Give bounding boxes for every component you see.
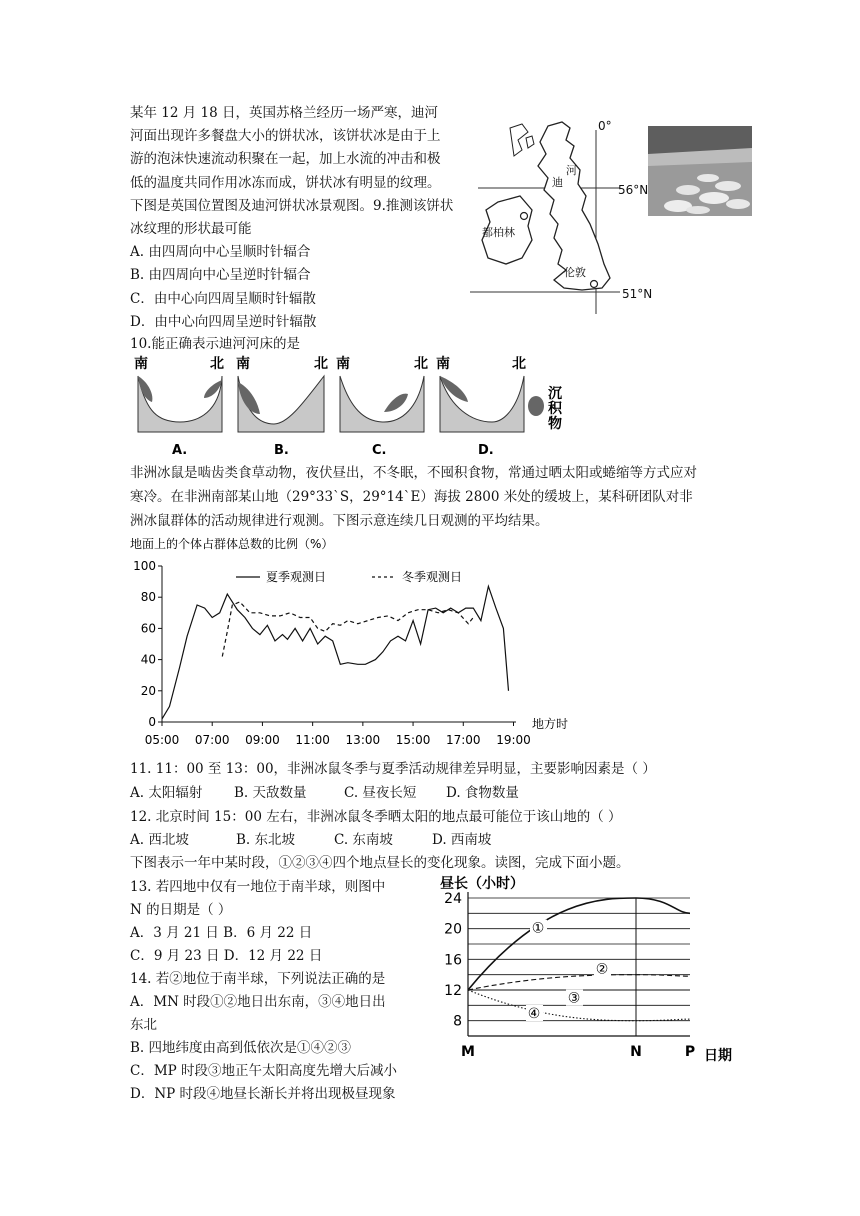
q11-option-a: A. 太阳辐射: [130, 785, 203, 801]
intro2-line: 非洲冰鼠是啮齿类食草动物，夜伏昼出，不冬眠，不囤积食物，常通过晒太阳或蜷缩等方式应对: [130, 465, 697, 481]
q14-option-b: B. 四地纬度由高到低依次是①④②③: [130, 1040, 352, 1056]
curve-label-2: ②: [595, 961, 609, 978]
q9-intro-line: 游的泡沫快速流动积聚在一起，加上水流的冲击和极: [130, 151, 441, 168]
london-label: 伦敦: [564, 266, 586, 279]
chart1-y-tick-label: 40: [140, 652, 156, 667]
south-label: 南: [336, 356, 350, 372]
riverbed-option-d: [436, 355, 526, 458]
chart1-legend: [236, 569, 462, 584]
sediment-legend-label: 沉: [548, 386, 562, 402]
chart1-ylabel: 地面上的个体占群体总数的比例（%）: [130, 537, 334, 551]
riverbed-options: [128, 352, 568, 462]
curve-label-1: ①: [531, 920, 545, 937]
q9-option-b: B. 由四周向中心呈逆时针辐合: [130, 267, 311, 284]
chart1-x-tick-label: 11:00: [295, 733, 330, 747]
q13-stem: N 的日期是（ ）: [130, 902, 232, 918]
q13-options-cd: C．9 月 23 日 D．12 月 22 日: [130, 948, 323, 964]
q9-option-d: D．由中心向四周呈逆时针辐散: [130, 313, 317, 330]
north-label: 北: [414, 356, 428, 372]
river-label: 河: [566, 164, 577, 177]
chart1-y-tick-label: 20: [140, 683, 156, 698]
q11-stem: 11. 11：00 至 13：00，非洲冰鼠冬季与夏季活动规律差异明显，主要影响因素是（ ）: [130, 761, 656, 777]
chart2-y-tick-label: 20: [444, 921, 462, 938]
q9-intro: [130, 102, 460, 334]
curve-label-3: ③: [567, 990, 581, 1007]
q14-option-a: A．MN 时段①②地日出东南，③④地日出: [130, 994, 386, 1010]
chart2-y-tick-label: 12: [444, 983, 462, 999]
chart1-x-tick-label: 13:00: [345, 733, 381, 747]
dublin-dot: [521, 213, 528, 220]
chart1-y-tick-label: 80: [140, 590, 156, 605]
north-label: 北: [512, 356, 526, 372]
sediment-legend-label: 积: [548, 401, 562, 417]
pancake-ice-photo: [648, 126, 752, 216]
q9-intro-line: 低的温度共同作用冰冻而成，饼状冰有明显的纹理。: [130, 174, 441, 191]
q14-option-a-cont: 东北: [130, 1017, 157, 1033]
q9-intro-line: 下图是英国位置图及迪河饼状冰景观图。9.推测该饼状: [130, 197, 454, 214]
q9-intro-line: 冰纹理的形状最可能: [130, 221, 252, 238]
q12-option-a: A. 西北坡: [130, 832, 189, 848]
chart1-x-tick-label: 17:00: [445, 733, 481, 747]
q9-option-a: A. 由四周向中心呈顺时针辐合: [130, 244, 311, 261]
q14-option-c: C．MP 时段③地正午太阳高度先增大后减小: [130, 1063, 398, 1079]
chart2-x-tick-label: P: [684, 1044, 696, 1060]
intro3: 下图表示一年中某时段，①②③④四个地点昼长的变化现象。读图，完成下面小题。: [130, 855, 630, 871]
q11-option-b: B. 天敌数量: [234, 785, 307, 801]
q11-option-c: C. 昼夜长短: [344, 785, 417, 801]
chart1-y-tick-label: 60: [140, 621, 156, 636]
q12-option-b: B. 东北坡: [236, 832, 296, 848]
chart2-xlabel: 日期: [704, 1048, 732, 1064]
option-label: D.: [478, 443, 494, 458]
q9-option-c: C．由中心向四周呈顺时针辐散: [130, 290, 316, 307]
riverbed-option-a: [134, 355, 224, 458]
sediment-legend-label: 物: [548, 416, 562, 432]
curve-label-4: ④: [527, 1006, 541, 1022]
legend-winter: 冬季观测日: [402, 570, 463, 584]
q9-intro-line: 某年 12 月 18 日，英国苏格兰经历一场严寒，迪河: [130, 105, 439, 121]
q12-stem: 12. 北京时间 15：00 左右，非洲冰鼠冬季晒太阳的地点最可能位于该山地的（ ）: [130, 809, 622, 825]
day-length-curve-2: [468, 975, 690, 990]
lat-56-label: 56°N: [618, 183, 649, 197]
q13-options-ab: A．3 月 21 日 B．6 月 22 日: [130, 925, 313, 941]
chart1-y-tick-label: 100: [133, 559, 156, 573]
q12-option-d: D. 西南坡: [432, 832, 492, 848]
chart1-x-tick-label: 19:00: [496, 733, 531, 747]
q9-intro-line: 河面出现许多餐盘大小的饼状冰，该饼状冰是由于上: [130, 128, 441, 145]
chart1-x-tick-label: 07:00: [194, 733, 230, 747]
south-label: 南: [436, 356, 450, 372]
lat-51-label: 51°N: [622, 287, 653, 301]
chart1-xlabel: 地方时: [532, 717, 569, 731]
chart2-ylabel: 昼长（小时）: [440, 876, 524, 892]
q11-option-d: D. 食物数量: [446, 785, 519, 801]
north-label: 北: [314, 356, 328, 372]
q13-stem: 13. 若四地中仅有一地位于南半球，则图中: [130, 879, 386, 895]
chart1-x-tick-label: 05:00: [144, 733, 180, 747]
chart2-x-tick-label: M: [461, 1044, 475, 1060]
chart1-x-tick-label: 15:00: [395, 733, 431, 747]
q10-stem: 10.能正确表示迪河河床的是: [130, 336, 300, 352]
option-label: C.: [372, 443, 387, 458]
great-britain-shape: [538, 122, 610, 290]
dublin-label: 都柏林: [482, 226, 515, 239]
meridian-label: 0°: [598, 119, 612, 133]
south-label: 南: [236, 356, 250, 372]
london-dot: [591, 281, 598, 288]
south-label: 南: [134, 356, 148, 372]
q14-option-d: D．NP 时段④地昼长渐长并将出现极昼现象: [130, 1086, 396, 1102]
intro2-line: 洲冰鼠群体的活动规律进行观测。下图示意连续几日观测的平均结果。: [130, 513, 549, 529]
riverbed-option-b: [236, 355, 328, 458]
option-label: A.: [172, 443, 188, 458]
chart2-x-tick-label: N: [630, 1044, 642, 1060]
option-label: B.: [274, 443, 289, 458]
chart2-y-tick-label: 16: [444, 952, 462, 969]
river-label: 迪: [552, 176, 563, 189]
series-summer-line: [162, 586, 509, 719]
intro2-line: 寒冷。在非洲南部某山地（29°33`S，29°14`E）海拔 2800 米处的缓坡上，某科研团队对非: [130, 489, 693, 505]
series-winter-line: [222, 602, 473, 657]
riverbed-option-c: [336, 355, 428, 458]
chart2-y-tick-label: 8: [453, 1013, 462, 1030]
chart2-y-tick-label: 24: [444, 891, 462, 907]
north-label: 北: [210, 356, 224, 372]
day-length-chart: [434, 872, 734, 1068]
ice-rat-activity-chart: [118, 532, 608, 754]
chart1-y-tick-label: 0: [148, 715, 156, 729]
chart1-x-tick-label: 09:00: [245, 733, 280, 747]
legend-summer: 夏季观测日: [266, 570, 327, 584]
q14-stem: 14. 若②地位于南半球，下列说法正确的是: [130, 971, 386, 987]
q12-option-c: C. 东南坡: [334, 832, 393, 848]
sediment-legend-swatch: [528, 396, 544, 416]
